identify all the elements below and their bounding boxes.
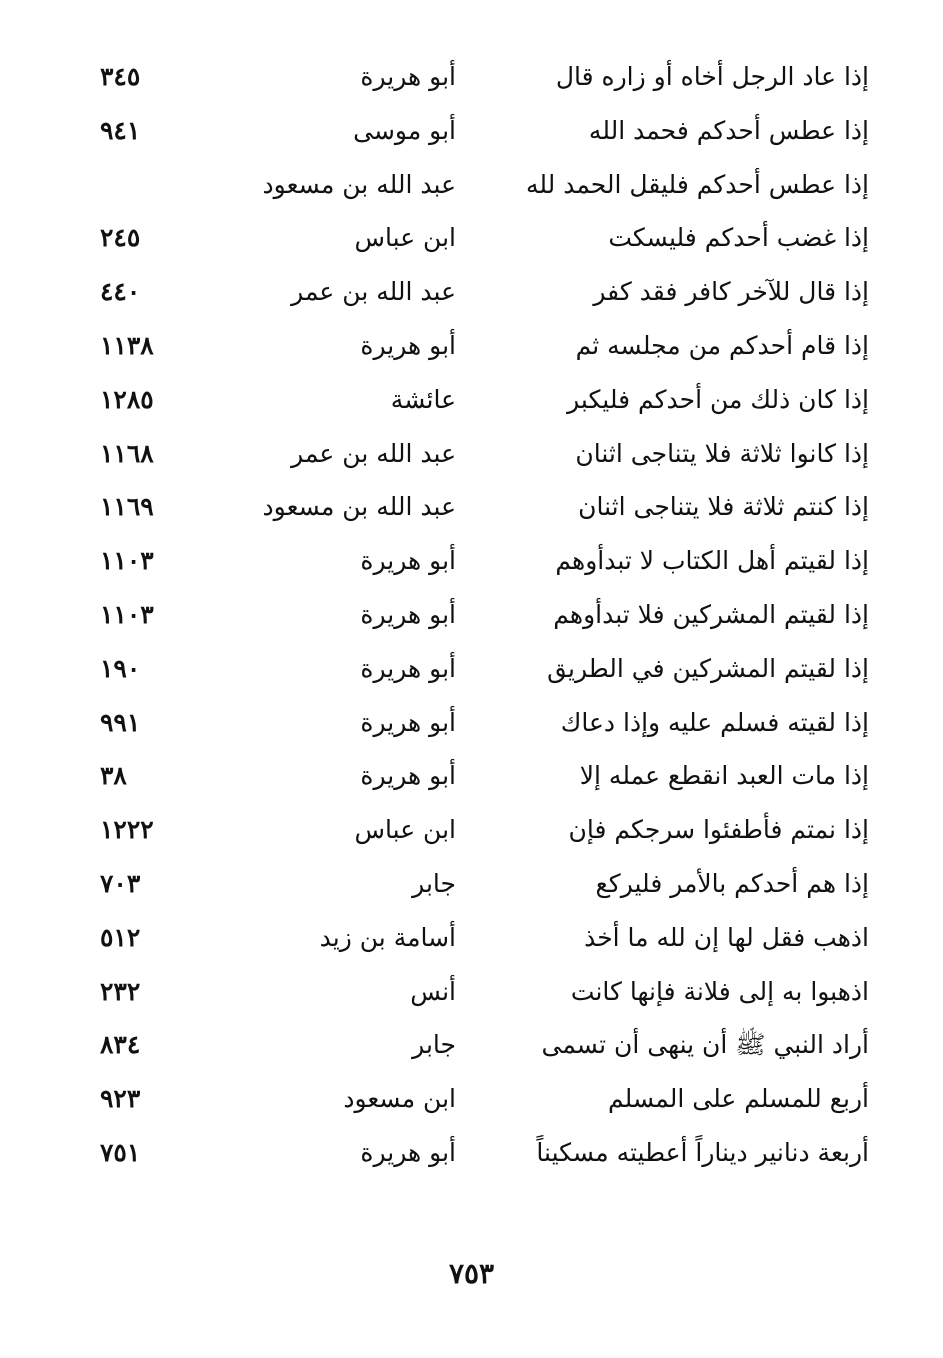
narrator-name: أبو هريرة — [360, 1137, 456, 1167]
table-row — [0, 265, 943, 319]
table-row — [0, 158, 943, 212]
page-reference: ٩٩١ — [100, 707, 141, 737]
narrator-name: جابر — [412, 868, 456, 898]
narrator-name: أبو هريرة — [360, 599, 456, 629]
page-reference: ٨٣٤ — [100, 1030, 141, 1060]
narrator-name: أبو هريرة — [360, 707, 456, 737]
page-reference: ١١٦٨ — [100, 438, 154, 468]
table-row — [0, 50, 943, 104]
page-reference: ١١٠٣ — [100, 546, 154, 576]
narrator-name: أسامة بن زيد — [319, 922, 456, 952]
narrator-name: جابر — [412, 1030, 456, 1060]
page-reference: ١٩٠ — [100, 653, 141, 683]
narrator-name: أبو هريرة — [360, 761, 456, 791]
hadith-text: إذا قام أحدكم من مجلسه ثم — [575, 330, 869, 360]
table-row — [0, 211, 943, 265]
table-row — [0, 1126, 943, 1180]
narrator-name: عبد الله بن عمر — [291, 277, 456, 307]
narrator-name: عبد الله بن عمر — [291, 438, 456, 468]
page-reference: ٩٤١ — [100, 115, 141, 145]
narrator-name: ابن عباس — [354, 815, 456, 845]
page-reference: ١٢٨٥ — [100, 384, 154, 414]
page-reference: ٧٥١ — [100, 1137, 141, 1167]
narrator-name: أبو هريرة — [360, 546, 456, 576]
narrator-name: أنس — [410, 976, 456, 1006]
table-row — [0, 534, 943, 588]
narrator-name: أبو هريرة — [360, 62, 456, 91]
hadith-text: أربع للمسلم على المسلم — [608, 1084, 869, 1114]
page-reference: ١١٦٩ — [100, 492, 154, 522]
hadith-text: إذا هم أحدكم بالأمر فليركع — [595, 868, 869, 898]
page-reference: ٩٢٣ — [100, 1084, 141, 1114]
hadith-text: إذا عاد الرجل أخاه أو زاره قال — [555, 62, 869, 91]
table-row — [0, 965, 943, 1019]
table-row — [0, 911, 943, 965]
hadith-text: إذا كان ذلك من أحدكم فليكبر — [567, 384, 869, 414]
table-row — [0, 104, 943, 158]
hadith-text: إذا كنتم ثلاثة فلا يتناجى اثنان — [578, 492, 869, 522]
page-number: ٧٥٣ — [448, 1257, 495, 1290]
hadith-text: اذهب فقل لها إن لله ما أخذ — [584, 922, 869, 952]
table-row — [0, 480, 943, 534]
narrator-name: أبو هريرة — [360, 330, 456, 360]
hadith-text: إذا لقيتم المشركين فلا تبدأوهم — [553, 599, 869, 629]
table-row — [0, 696, 943, 750]
narrator-name: أبو هريرة — [360, 653, 456, 683]
narrator-name: ابن عباس — [354, 223, 456, 253]
page-reference: ٢٣٢ — [100, 976, 141, 1006]
hadith-text: إذا قال للآخر كافر فقد كفر — [593, 277, 869, 307]
hadith-text: إذا لقيتم أهل الكتاب لا تبدأوهم — [555, 546, 869, 576]
page-reference: ٢٤٥ — [100, 223, 141, 253]
hadith-text: إذا غضب أحدكم فليسكت — [608, 223, 869, 253]
table-row — [0, 749, 943, 803]
hadith-index-table — [0, 50, 943, 1180]
page-reference: ٣٨ — [100, 761, 127, 791]
narrator-name: عبد الله بن مسعود — [262, 492, 456, 522]
page-reference: ٧٠٣ — [100, 868, 141, 898]
narrator-name: ابن مسعود — [343, 1084, 456, 1114]
page-reference: ٥١٢ — [100, 922, 141, 952]
hadith-text: إذا مات العبد انقطع عمله إلا — [579, 761, 869, 791]
hadith-text: اذهبوا به إلى فلانة فإنها كانت — [570, 976, 869, 1006]
table-row — [0, 373, 943, 427]
table-row — [0, 857, 943, 911]
page-reference: ١١٣٨ — [100, 330, 154, 360]
hadith-text: إذا نمتم فأطفئوا سرجكم فإن — [568, 815, 869, 845]
hadith-text: إذا لقيته فسلم عليه وإذا دعاك — [560, 707, 869, 737]
table-row — [0, 427, 943, 481]
narrator-name: عبد الله بن مسعود — [262, 169, 456, 199]
table-row — [0, 319, 943, 373]
page-reference: ١٢٢٢ — [100, 815, 154, 845]
table-row — [0, 642, 943, 696]
hadith-text: إذا عطس أحدكم فحمد الله — [588, 115, 869, 145]
table-row — [0, 588, 943, 642]
narrator-name: عائشة — [390, 384, 456, 414]
narrator-name: أبو موسى — [353, 115, 456, 145]
hadith-text: إذا عطس أحدكم فليقل الحمد لله — [525, 169, 869, 199]
hadith-text: أراد النبي ﷺ أن ينهى أن تسمى — [541, 1030, 869, 1060]
page-reference: ٣٤٥ — [100, 62, 141, 91]
page-reference: ٤٤٠ — [100, 277, 141, 307]
table-row — [0, 1072, 943, 1126]
table-row — [0, 1018, 943, 1072]
hadith-text: أربعة دنانير ديناراً أعطيته مسكيناً — [536, 1137, 869, 1167]
page-reference: ١١٠٣ — [100, 599, 154, 629]
table-row — [0, 803, 943, 857]
hadith-text: إذا لقيتم المشركين في الطريق — [547, 653, 869, 683]
hadith-text: إذا كانوا ثلاثة فلا يتناجى اثنان — [575, 438, 869, 468]
